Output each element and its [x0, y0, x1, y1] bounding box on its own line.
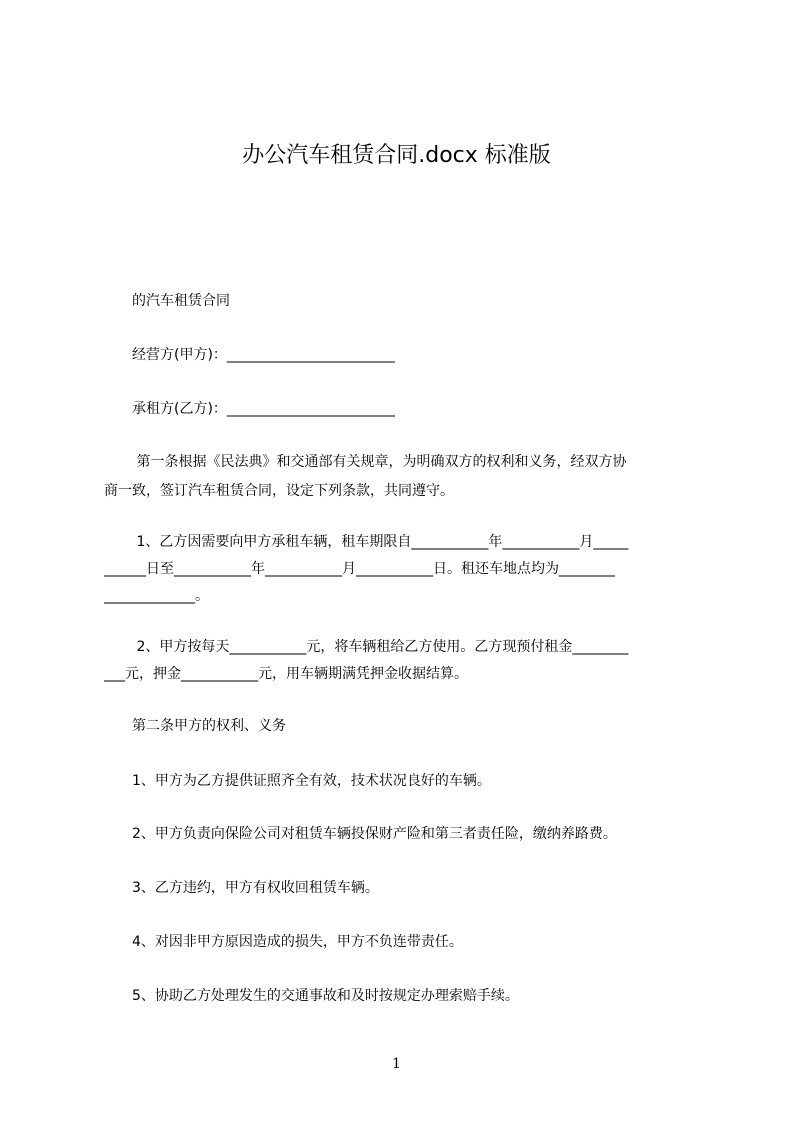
paragraph-line: 3、乙方违约，甲方有权收回租赁车辆。 — [104, 880, 379, 896]
paragraph-line: 第二条甲方的权利、义务 — [104, 718, 286, 734]
paragraph-line: 的汽车租赁合同 — [104, 293, 230, 309]
paragraph-line: 经营方(甲方)：________________________ — [104, 347, 395, 363]
paragraph-line: 第一条根据《民法典》和交通部有关规章，为明确双方的权利和义务，经双方协 — [104, 454, 627, 470]
paragraph-line: 1、甲方为乙方提供证照齐全有效，技术状况良好的车辆。 — [104, 773, 491, 789]
paragraph-line: 商一致，签订汽车租赁合同，设定下列条款，共同遵守。 — [104, 483, 454, 499]
paragraph-line: 2、甲方负责向保险公司对租赁车辆投保财产险和第三者责任险，缴纳养路费。 — [104, 826, 617, 842]
document-title: 办公汽车租赁合同.docx 标准版 — [242, 143, 551, 168]
page-number: 1 — [392, 1056, 401, 1072]
paragraph-line: _____________。 — [104, 588, 209, 604]
paragraph-line: 5、协助乙方处理发生的交通事故和及时按规定办理索赔手续。 — [104, 988, 519, 1004]
paragraph-line: ______日至___________年___________月___________日。租还车地点均为________ — [104, 561, 615, 577]
paragraph-line: 承租方(乙方)：________________________ — [104, 401, 395, 417]
paragraph-line: 1、乙方因需要向甲方承租车辆，租车期限自___________年___________月_____ — [104, 534, 629, 550]
paragraph-line: 2、甲方按每天___________元，将车辆租给乙方使用。乙方现预付租金________ — [104, 639, 629, 655]
paragraph-line: ___元，押金___________元，用车辆期满凭押金收据结算。 — [104, 666, 468, 682]
paragraph-line: 4、对因非甲方原因造成的损失，甲方不负连带责任。 — [104, 934, 463, 950]
